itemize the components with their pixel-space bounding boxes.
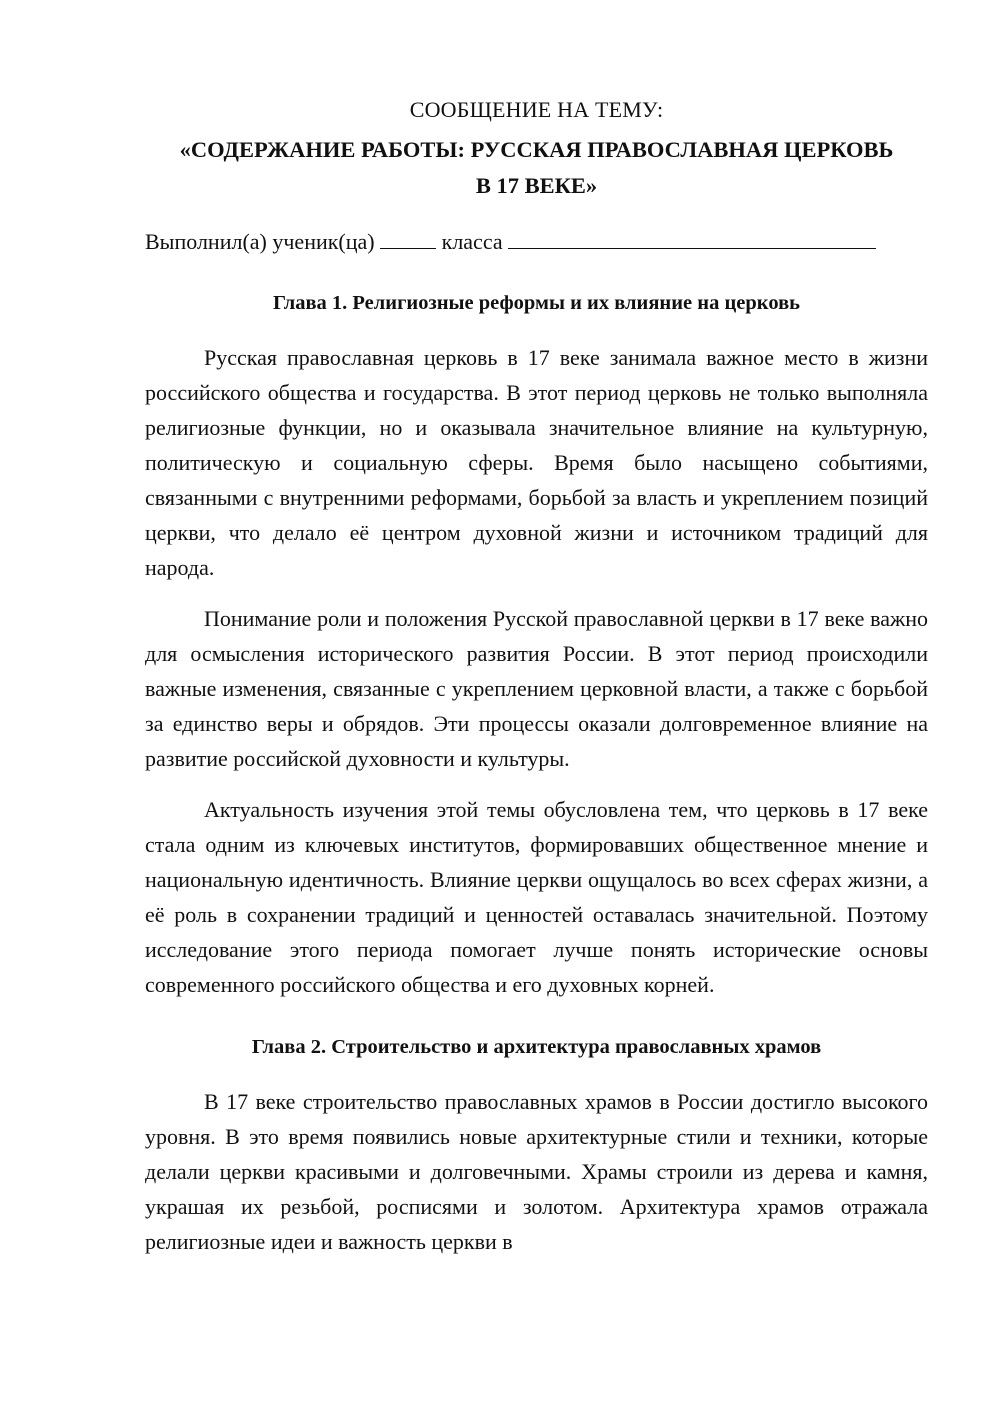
chapter-1-paragraph-2: Понимание роли и положения Русской православной церкви в 17 веке важно для осмысления исторического развития России. В этот период происходили важные изменения, связанные с укреплением церковной власти, а также с борьбой за единство веры и обрядов. Эти процессы оказали долговременное влияние на развитие российской духовности и культуры. — [145, 606, 928, 771]
grade-blank — [380, 226, 436, 249]
document-title-line-1: «СОДЕРЖАНИЕ РАБОТЫ: РУССКАЯ ПРАВОСЛАВНАЯ ЦЕРКОВЬ — [179, 137, 894, 162]
performer-line — [145, 224, 928, 260]
performer-prefix: Выполнил(а) ученик(ца) — [145, 229, 375, 254]
chapter-2-paragraph-1: В 17 веке строительство православных храмов в России достигло высокого уровня. В это время появились новые архитектурные стили и техники, которые делали церкви красивыми и долговечными. Храмы строили из дерева и камня, украшая их резьбой, росписями и золотом. Архитектура храмов отражала религиозные идеи и важность церкви в — [145, 1089, 928, 1254]
document-page — [145, 0, 928, 1259]
chapter-1-paragraph-1: Русская православная церковь в 17 веке занимала важное место в жизни российского общества и государства. В этот период церковь не только выполняла религиозные функции, но и оказывала значительное влияние на культурную, политическую и социальную сферы. Время было насыщено событиями, связанными с внутренними реформами, борьбой за власть и укреплением позиций церкви, что делало её центром духовной жизни и источником традиций для народа. — [145, 345, 928, 580]
document-kind: СООБЩЕНИЕ НА ТЕМУ: — [409, 97, 664, 122]
name-blank — [508, 226, 876, 249]
chapter-2-heading: Глава 2. Строительство и архитектура православных храмов — [251, 1036, 822, 1058]
chapter-1-paragraph-3: Актуальность изучения этой темы обусловлена тем, что церковь в 17 веке стала одним из ключевых институтов, формировавших общественное мнение и национальную идентичность. Влияние церкви ощущалось во всех сферах жизни, а её роль в сохранении традиций и ценностей оставалась значительной. Поэтому исследование этого периода помогает лучше понять исторические основы современного российского общества и его духовных корней. — [145, 797, 928, 997]
grade-word: класса — [441, 229, 503, 254]
chapter-1-heading: Глава 1. Религиозные реформы и их влияние на церковь — [273, 292, 800, 314]
document-title-line-2: В 17 ВЕКЕ» — [475, 173, 598, 198]
